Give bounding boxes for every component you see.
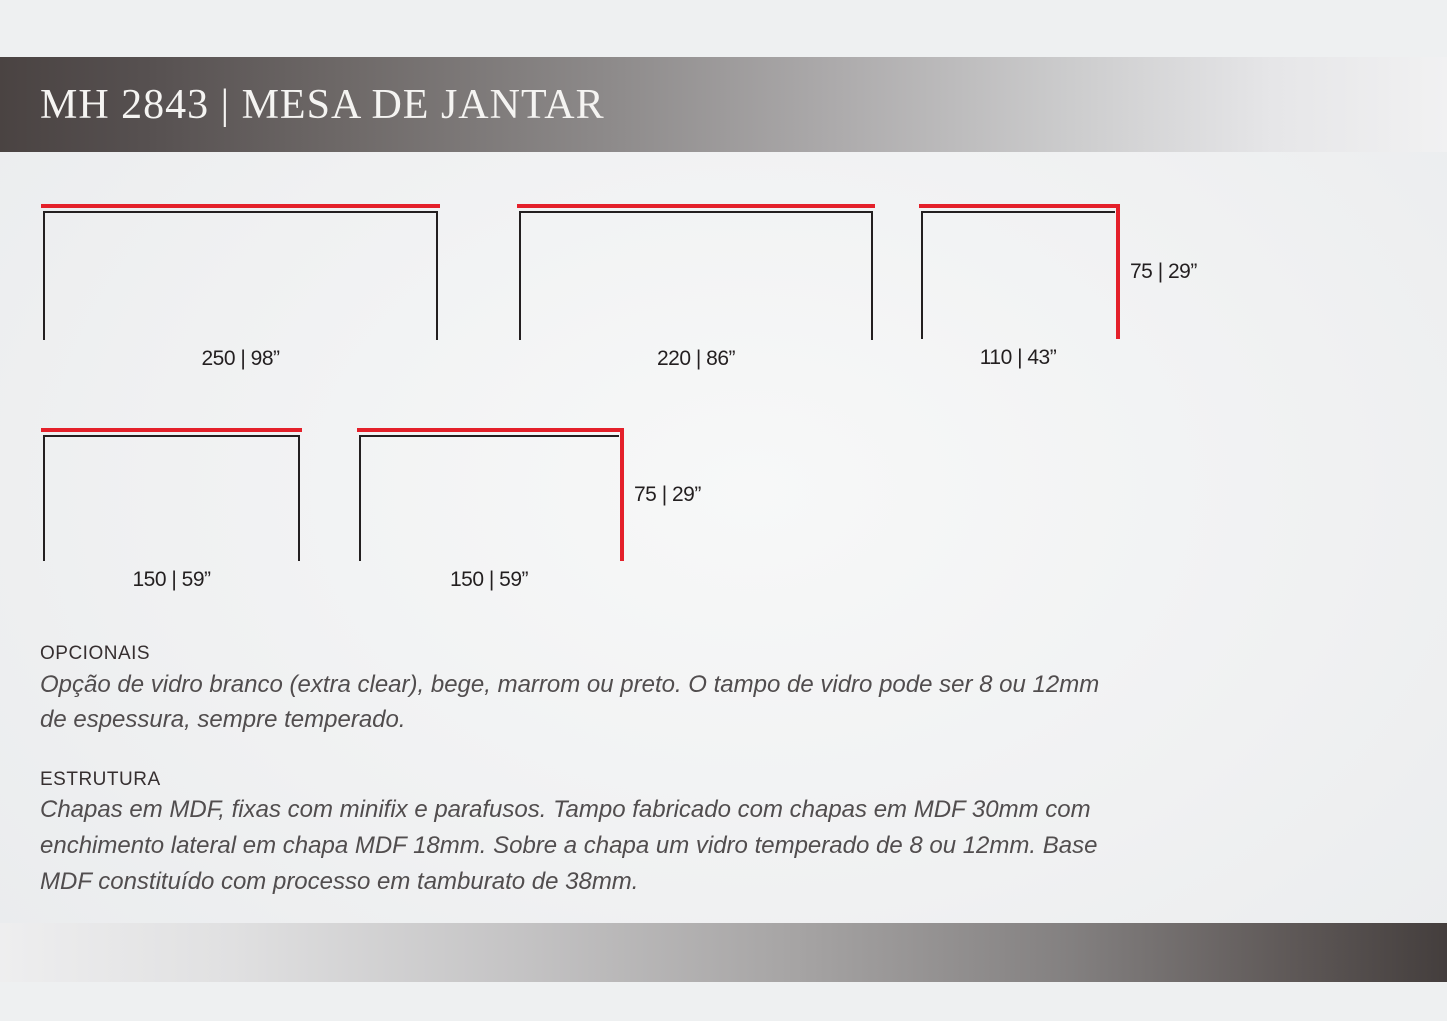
right-leg-line	[298, 436, 300, 561]
section-heading-opcionais: OPCIONAIS	[40, 643, 151, 664]
left-leg-line	[519, 212, 521, 340]
height-highlight-line	[620, 428, 624, 561]
top-strip	[0, 0, 1447, 57]
height-highlight-line	[1116, 204, 1120, 339]
diagram-table-220	[519, 204, 873, 370]
diagram-table-250	[43, 204, 438, 370]
glass-top-line	[41, 204, 440, 208]
height-dimension-label: 75 | 29”	[634, 482, 701, 506]
width-dimension-label: 220 | 86”	[656, 347, 735, 370]
tabletop-edge-line	[359, 435, 619, 437]
body-line: MDF constituído com processo em tamburato de 38mm.	[40, 868, 639, 895]
tabletop-edge-line	[43, 435, 300, 437]
diagram-table-150-left	[43, 428, 300, 591]
right-leg-line	[436, 212, 438, 340]
left-leg-line	[359, 436, 361, 561]
section-body-opcionais	[40, 667, 1099, 737]
left-leg-line	[43, 212, 45, 340]
section-body-estrutura	[40, 792, 1097, 900]
page-title: MH 2843 | MESA DE JANTAR	[40, 81, 605, 128]
body-line: Opção de vidro branco (extra clear), bege, marrom ou preto. O tampo de vidro pode ser 8 ou 12mm	[40, 671, 1100, 698]
body-line: Chapas em MDF, fixas com minifix e parafusos. Tampo fabricado com chapas em MDF 30mm com	[40, 796, 1091, 823]
bottom-strip	[0, 982, 1447, 1021]
width-dimension-label: 150 | 59”	[449, 568, 528, 591]
left-leg-line	[43, 436, 45, 561]
glass-top-line	[41, 428, 302, 432]
width-dimension-label: 250 | 98”	[201, 347, 280, 370]
body-line: enchimento lateral em chapa MDF 18mm. Sobre a chapa um vidro temperado de 8 ou 12mm. Base	[40, 832, 1098, 859]
glass-top-line	[517, 204, 875, 208]
body-line: de espessura, sempre temperado.	[40, 706, 406, 733]
diagram-table-110	[921, 204, 1197, 369]
left-leg-line	[921, 212, 923, 339]
tabletop-edge-line	[921, 211, 1115, 213]
tabletop-edge-line	[43, 211, 438, 213]
right-leg-line	[871, 212, 873, 340]
height-dimension-label: 75 | 29”	[1130, 259, 1197, 283]
glass-top-line	[919, 204, 1120, 208]
tabletop-edge-line	[519, 211, 873, 213]
width-dimension-label: 110 | 43”	[979, 346, 1057, 369]
section-heading-estrutura: ESTRUTURA	[40, 769, 161, 790]
width-dimension-label: 150 | 59”	[132, 568, 211, 591]
bottom-bar	[0, 923, 1447, 982]
header-bar	[0, 57, 1447, 152]
diagram-table-150-right	[359, 428, 701, 591]
glass-top-line	[357, 428, 624, 432]
